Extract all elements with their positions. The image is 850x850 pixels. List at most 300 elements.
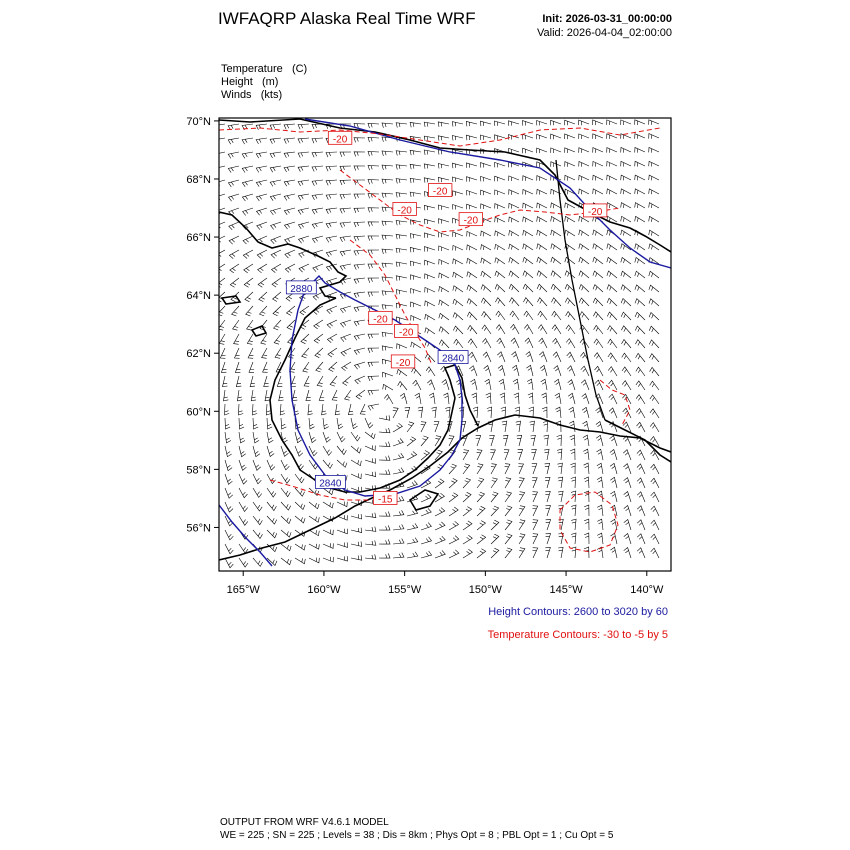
wind-barb bbox=[407, 552, 418, 558]
wind-barb bbox=[439, 340, 449, 348]
wind-barb bbox=[481, 245, 491, 250]
wind-barb bbox=[239, 460, 246, 470]
wind-barb bbox=[415, 393, 421, 404]
wind-barb bbox=[439, 259, 449, 264]
wind-barb bbox=[480, 135, 491, 140]
wind-barb bbox=[445, 407, 450, 418]
wind-barb bbox=[424, 233, 435, 238]
wind-barb bbox=[356, 390, 365, 399]
wind-barb bbox=[214, 180, 225, 187]
wind-barb bbox=[244, 264, 253, 273]
wind-barb bbox=[326, 194, 337, 200]
wind-barb bbox=[274, 334, 281, 344]
wind-barb bbox=[257, 208, 268, 215]
wind-barb bbox=[267, 432, 273, 443]
wind-barb bbox=[596, 422, 603, 433]
wind-barb bbox=[541, 379, 547, 390]
wind-barb bbox=[253, 516, 262, 525]
wind-barb bbox=[312, 138, 323, 143]
wind-barb bbox=[494, 121, 505, 126]
wind-barb bbox=[607, 189, 617, 194]
wind-barb bbox=[281, 460, 289, 470]
wind-barb bbox=[383, 372, 393, 377]
wind-barb bbox=[651, 492, 659, 502]
wind-barb bbox=[523, 121, 534, 126]
temp-contour-label: -20 bbox=[332, 134, 348, 146]
wind-barb bbox=[215, 222, 225, 230]
wind-barb bbox=[551, 134, 561, 139]
wind-barb bbox=[452, 136, 463, 141]
wind-barb bbox=[309, 432, 316, 443]
wind-barb bbox=[439, 219, 450, 224]
wind-barb bbox=[477, 478, 484, 488]
wind-barb bbox=[567, 352, 575, 362]
wind-barb bbox=[424, 219, 435, 224]
wind-barb bbox=[495, 271, 505, 278]
wind-barb bbox=[481, 258, 491, 264]
wind-barb bbox=[229, 194, 240, 201]
wind-barb bbox=[584, 547, 589, 558]
wind-barb bbox=[327, 320, 337, 328]
wind-barb bbox=[495, 162, 505, 167]
wind-barb bbox=[337, 446, 346, 455]
wind-barb bbox=[308, 404, 313, 415]
wind-barb bbox=[246, 306, 253, 316]
wind-barb bbox=[295, 502, 305, 510]
wind-barb bbox=[332, 390, 337, 400]
wind-barb bbox=[651, 548, 659, 558]
wind-barb bbox=[368, 123, 379, 128]
wind-barb bbox=[623, 450, 631, 460]
wind-barb bbox=[579, 175, 589, 180]
wind-barb bbox=[411, 275, 422, 280]
wind-barb bbox=[571, 519, 576, 530]
wind-barb bbox=[484, 366, 491, 377]
wind-barb bbox=[453, 191, 464, 196]
wind-barb bbox=[607, 203, 617, 208]
wind-barb bbox=[410, 150, 421, 155]
wind-barb bbox=[635, 312, 645, 320]
wind-barb bbox=[650, 381, 659, 390]
wind-barb bbox=[650, 409, 659, 418]
wind-barb bbox=[505, 548, 512, 558]
wind-barb bbox=[582, 394, 589, 404]
wind-barb bbox=[610, 547, 617, 558]
wind-barb bbox=[519, 520, 525, 530]
wind-barb bbox=[253, 502, 262, 511]
wind-barb bbox=[382, 165, 393, 170]
wind-barb bbox=[273, 292, 281, 302]
wind-barb bbox=[393, 468, 404, 474]
wind-barb bbox=[407, 422, 414, 432]
wind-barb bbox=[463, 464, 470, 474]
wind-barb bbox=[342, 362, 351, 371]
lat-tick-label: 62°N bbox=[186, 348, 211, 361]
wind-barb bbox=[354, 348, 365, 355]
wind-barb bbox=[306, 390, 311, 401]
wind-barb bbox=[495, 190, 505, 195]
wind-barb bbox=[368, 278, 379, 283]
wind-barb bbox=[365, 540, 376, 545]
wind-barb bbox=[481, 176, 491, 181]
wind-barb bbox=[551, 120, 561, 125]
wind-barb bbox=[555, 393, 561, 404]
wind-barb bbox=[274, 320, 281, 330]
wind-barb bbox=[593, 189, 603, 194]
wind-barb bbox=[340, 180, 351, 185]
wind-barb bbox=[229, 222, 239, 230]
wind-barb bbox=[544, 449, 549, 460]
height-contour-label: 2840 bbox=[441, 353, 465, 365]
wind-barb bbox=[453, 313, 463, 320]
wind-barb bbox=[295, 474, 304, 483]
wind-barb bbox=[354, 278, 365, 284]
wind-barb bbox=[379, 553, 390, 558]
wind-barb bbox=[298, 194, 309, 200]
wind-barb bbox=[607, 285, 617, 292]
wind-barb bbox=[368, 376, 379, 381]
wind-barb bbox=[365, 445, 375, 450]
wind-barb bbox=[491, 548, 499, 558]
wind-barb bbox=[239, 474, 247, 484]
lon-tick-label: 155°W bbox=[388, 584, 422, 596]
wind-barb bbox=[496, 325, 505, 334]
wind-barb bbox=[519, 492, 525, 502]
wind-barb bbox=[523, 244, 533, 250]
wind-barb bbox=[341, 348, 351, 356]
wind-barb bbox=[495, 135, 506, 140]
wind-barb bbox=[571, 505, 576, 516]
wind-barb bbox=[481, 231, 491, 236]
wind-barb bbox=[410, 122, 421, 127]
wind-barb bbox=[449, 536, 459, 544]
wind-barb bbox=[649, 299, 659, 306]
wind-barb bbox=[477, 521, 486, 530]
temp-contour-label: -20 bbox=[587, 206, 603, 218]
wind-barb bbox=[649, 134, 659, 139]
wind-barb bbox=[635, 340, 645, 348]
wind-barb bbox=[509, 244, 519, 250]
wind-barb bbox=[510, 311, 519, 320]
wind-barb bbox=[295, 516, 305, 523]
height-contour-sw bbox=[219, 505, 272, 566]
wind-barb bbox=[407, 437, 416, 446]
wind-barb bbox=[621, 203, 631, 208]
wind-barb bbox=[624, 492, 631, 503]
wind-barb bbox=[396, 221, 407, 226]
wind-barb bbox=[533, 520, 538, 530]
wind-barb bbox=[468, 339, 477, 348]
wind-barb bbox=[546, 506, 551, 516]
wind-barb bbox=[505, 478, 511, 488]
wind-barb bbox=[542, 393, 548, 404]
wind-barb bbox=[509, 284, 519, 292]
wind-barb bbox=[309, 530, 319, 536]
wind-barb bbox=[340, 250, 351, 256]
wind-barb bbox=[243, 236, 253, 244]
wind-barb bbox=[281, 516, 291, 524]
wind-barb bbox=[523, 176, 533, 181]
wind-barb bbox=[624, 548, 631, 559]
wind-barb bbox=[298, 138, 309, 143]
wind-barb bbox=[438, 205, 449, 210]
wind-barb bbox=[279, 390, 284, 401]
wind-barb bbox=[379, 456, 390, 461]
wind-barb bbox=[383, 384, 393, 390]
wind-barb bbox=[260, 306, 268, 316]
wind-barb bbox=[432, 407, 437, 418]
wind-barb bbox=[565, 162, 575, 167]
wind-barb bbox=[469, 352, 477, 362]
wind-barb bbox=[597, 519, 603, 530]
wind-barb bbox=[551, 217, 561, 223]
wind-barb bbox=[635, 326, 645, 334]
wind-barb bbox=[621, 271, 631, 278]
wind-barb bbox=[379, 428, 390, 433]
wind-barb bbox=[312, 124, 323, 129]
wind-barb bbox=[579, 230, 589, 236]
wind-barb bbox=[242, 166, 253, 173]
wind-barb bbox=[463, 478, 471, 488]
wind-barb bbox=[523, 271, 533, 278]
wind-barb bbox=[595, 366, 604, 376]
wind-barb bbox=[637, 478, 645, 488]
wind-barb bbox=[281, 544, 291, 551]
wind-barb bbox=[565, 175, 575, 180]
wind-barb bbox=[487, 407, 492, 418]
wind-barb bbox=[368, 194, 379, 199]
wind-barb bbox=[309, 502, 319, 509]
wind-barb bbox=[607, 298, 617, 306]
wind-barb bbox=[649, 313, 659, 321]
wind-barb bbox=[637, 506, 645, 516]
wind-barb bbox=[557, 449, 562, 460]
init-time: Init: 2026-03-31_00:00:00 bbox=[542, 13, 672, 25]
wind-barb bbox=[223, 376, 228, 387]
wind-barb bbox=[463, 549, 472, 558]
wind-barb bbox=[518, 464, 523, 474]
wind-barb bbox=[425, 274, 435, 279]
wind-barb bbox=[248, 348, 253, 358]
wind-barb bbox=[253, 460, 261, 470]
wind-barb bbox=[242, 194, 253, 201]
wind-barb bbox=[312, 208, 323, 214]
wind-barb bbox=[532, 464, 537, 474]
wind-barb bbox=[514, 393, 519, 404]
field-label-height: Height (m) bbox=[221, 76, 279, 88]
wind-barb bbox=[597, 463, 603, 474]
wind-barb bbox=[365, 458, 376, 463]
wind-barb bbox=[225, 558, 233, 568]
wind-barb bbox=[463, 507, 472, 516]
wind-barb bbox=[565, 257, 575, 264]
wind-barb bbox=[608, 326, 618, 334]
wind-barb bbox=[502, 421, 507, 432]
wind-barb bbox=[593, 257, 603, 264]
wind-barb bbox=[368, 404, 379, 410]
wind-barb bbox=[323, 557, 333, 562]
wind-barb bbox=[337, 432, 345, 442]
wind-barb bbox=[584, 463, 589, 474]
wind-barb bbox=[516, 421, 521, 432]
wind-barb bbox=[490, 450, 495, 460]
wind-barb bbox=[284, 152, 295, 158]
wind-barb bbox=[411, 302, 421, 307]
wind-barb bbox=[524, 311, 533, 320]
wind-barb bbox=[368, 390, 379, 395]
wind-barb bbox=[410, 164, 421, 169]
wind-barb bbox=[365, 432, 375, 439]
wind-barb bbox=[452, 163, 463, 168]
wind-barb bbox=[532, 548, 537, 558]
wind-barb bbox=[252, 404, 257, 415]
wind-barb bbox=[467, 190, 477, 195]
wind-barb bbox=[622, 381, 631, 390]
wind-barb bbox=[242, 180, 253, 187]
wind-barb bbox=[312, 222, 323, 229]
wind-barb bbox=[509, 231, 519, 237]
wind-barb bbox=[538, 311, 547, 320]
wind-barb bbox=[235, 348, 240, 358]
wind-barb bbox=[622, 353, 631, 362]
wind-barb bbox=[593, 175, 603, 180]
wind-barb bbox=[239, 516, 248, 525]
wind-barb bbox=[498, 365, 505, 376]
wind-barb bbox=[537, 298, 547, 306]
wind-barb bbox=[509, 190, 519, 195]
wind-barb bbox=[523, 298, 533, 306]
valid-time: Valid: 2026-04-04_02:00:00 bbox=[537, 27, 672, 39]
wind-barb bbox=[499, 379, 505, 390]
wind-barb bbox=[621, 285, 631, 292]
wind-barb bbox=[323, 460, 333, 468]
wind-barb bbox=[482, 339, 491, 349]
wind-barb bbox=[273, 306, 281, 316]
wind-barb bbox=[407, 538, 418, 544]
wind-barb bbox=[610, 491, 617, 502]
wind-barb bbox=[551, 203, 561, 208]
wind-barb bbox=[225, 502, 233, 512]
wind-barb bbox=[435, 550, 445, 558]
wind-barb bbox=[510, 324, 519, 334]
wind-barb bbox=[225, 418, 230, 429]
wind-barb bbox=[323, 530, 333, 535]
wind-barb bbox=[323, 502, 333, 508]
wind-barb bbox=[570, 435, 575, 446]
wind-barb bbox=[351, 418, 358, 429]
wind-barb bbox=[323, 543, 333, 548]
wind-barb bbox=[584, 533, 589, 544]
wind-barb bbox=[477, 549, 486, 558]
wind-barb bbox=[489, 436, 494, 447]
wind-barb bbox=[258, 264, 267, 273]
wind-barb bbox=[624, 534, 631, 545]
wind-barb bbox=[515, 407, 520, 418]
wind-barb bbox=[281, 558, 291, 565]
wind-barb bbox=[552, 325, 561, 334]
wind-barb bbox=[299, 264, 309, 272]
wind-barb bbox=[287, 306, 296, 315]
wind-barb bbox=[545, 463, 550, 474]
wind-barb bbox=[579, 285, 589, 293]
wind-barb bbox=[316, 362, 323, 372]
height-contour-legend: Height Contours: 2600 to 3020 by 60 bbox=[488, 606, 668, 618]
wind-barb bbox=[505, 506, 512, 516]
wind-barb bbox=[396, 151, 407, 156]
wind-barb bbox=[262, 348, 268, 358]
wind-barb bbox=[651, 534, 659, 544]
wind-barb bbox=[354, 320, 365, 326]
wind-barb bbox=[284, 138, 295, 144]
wind-barb bbox=[463, 521, 472, 530]
wind-barb bbox=[551, 148, 561, 153]
wind-barb bbox=[337, 418, 343, 429]
wind-barb bbox=[327, 334, 337, 343]
wind-barb bbox=[326, 236, 337, 242]
wind-barb bbox=[424, 150, 435, 155]
wind-barb bbox=[651, 478, 659, 488]
wind-barb bbox=[438, 136, 449, 141]
wind-barb bbox=[635, 134, 645, 139]
wind-barb bbox=[271, 222, 281, 229]
wind-barb bbox=[270, 208, 281, 215]
wind-barb bbox=[341, 320, 352, 327]
wind-barb bbox=[466, 135, 477, 140]
wind-barb bbox=[566, 325, 575, 334]
wind-barb bbox=[584, 477, 589, 488]
wind-barb bbox=[429, 393, 435, 404]
temp-contour-mid bbox=[350, 240, 432, 365]
wind-barb bbox=[637, 422, 646, 432]
wind-barb bbox=[298, 124, 309, 129]
wind-barb bbox=[300, 306, 309, 315]
temp-contour-label: -20 bbox=[432, 186, 448, 198]
wind-barb bbox=[215, 194, 226, 201]
wind-barb bbox=[351, 487, 361, 492]
wind-barb bbox=[537, 257, 547, 264]
wind-barb bbox=[424, 164, 435, 169]
wind-barb bbox=[285, 264, 295, 272]
coastline-nunivak bbox=[252, 326, 266, 336]
wind-barb bbox=[216, 278, 225, 287]
wind-barb bbox=[270, 138, 281, 144]
wind-barb bbox=[326, 208, 337, 214]
wind-barb bbox=[323, 432, 331, 442]
wind-barb bbox=[382, 305, 393, 310]
wind-barb bbox=[230, 264, 239, 273]
wind-barb bbox=[650, 423, 659, 432]
wind-barb bbox=[443, 393, 449, 404]
wind-barb bbox=[637, 464, 645, 474]
wind-barb bbox=[517, 435, 522, 446]
wind-barb bbox=[354, 292, 365, 298]
wind-barb bbox=[281, 488, 290, 497]
field-label-winds: Winds (kts) bbox=[221, 89, 283, 101]
wind-barb bbox=[611, 533, 618, 544]
temp-contour-label: -20 bbox=[373, 314, 388, 326]
wind-barb bbox=[330, 376, 337, 386]
wind-barb bbox=[379, 415, 390, 420]
wind-barb bbox=[257, 222, 267, 230]
wind-barb bbox=[411, 289, 421, 294]
wind-barb bbox=[354, 236, 365, 241]
wind-barb bbox=[314, 334, 323, 343]
wind-barb bbox=[621, 148, 631, 153]
wind-barb bbox=[435, 508, 445, 516]
wind-barb bbox=[635, 203, 645, 208]
wind-barb bbox=[651, 520, 659, 530]
wind-barb bbox=[579, 257, 589, 264]
